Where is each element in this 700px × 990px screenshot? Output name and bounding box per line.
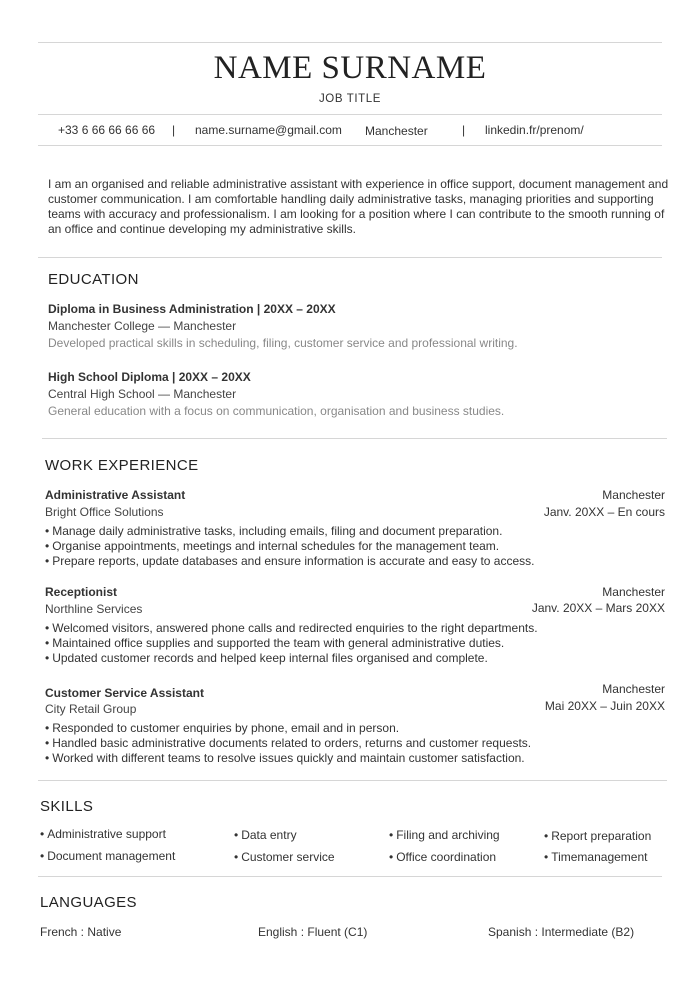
contact-phone: +33 6 66 66 66 66 xyxy=(58,123,156,137)
list-item: • Maintained office supplies and supported the team with general administrative duties. xyxy=(45,636,538,651)
education-degree: High School Diploma | 20XX – 20XX xyxy=(48,370,251,384)
skill-item: • Administrative support xyxy=(40,827,166,841)
education-rule xyxy=(42,438,667,439)
skill-item: • Document management xyxy=(40,849,175,863)
experience-location: Manchester xyxy=(602,488,665,502)
experience-role: Administrative Assistant xyxy=(45,488,186,502)
experience-role: Customer Service Assistant xyxy=(45,686,204,700)
list-item: • Worked with different teams to resolve issues quickly and maintain customer satisfaction. xyxy=(45,751,531,766)
header-rule-lower xyxy=(38,145,662,146)
skill-item: • Filing and archiving xyxy=(389,828,500,842)
full-name: NAME SURNAME xyxy=(213,50,487,86)
skill-item: • Report preparation xyxy=(544,829,651,843)
skills-heading: SKILLS xyxy=(40,798,94,815)
education-description: Developed practical skills in scheduling, filing, customer service and professional writing. xyxy=(48,336,518,350)
list-item: • Updated customer records and helped keep internal files organised and complete. xyxy=(45,651,538,666)
language-spanish: Spanish : Intermediate (B2) xyxy=(488,925,635,939)
experience-dates: Janv. 20XX – Mars 20XX xyxy=(531,601,665,615)
experience-location: Manchester xyxy=(602,682,665,696)
skill-item: • Customer service xyxy=(234,850,335,864)
experience-bullets xyxy=(45,721,531,766)
language-french: French : Native xyxy=(40,925,122,939)
education-description: General education with a focus on communication, organisation and business studies. xyxy=(48,404,505,418)
experience-heading: WORK EXPERIENCE xyxy=(45,457,199,474)
list-item: • Welcomed visitors, answered phone calls and redirected enquiries to the right departments. xyxy=(45,621,538,636)
experience-bullets xyxy=(45,621,538,666)
job-title: JOB TITLE xyxy=(318,93,382,105)
experience-company: City Retail Group xyxy=(45,702,137,716)
list-item: • Responded to customer enquiries by phone, email and in person. xyxy=(45,721,531,736)
header-rule-upper xyxy=(38,114,662,115)
education-school: Central High School — Manchester xyxy=(48,387,237,401)
experience-bullets xyxy=(45,524,535,569)
experience-rule xyxy=(38,780,667,781)
contact-separator-1: | xyxy=(172,123,176,137)
languages-heading: LANGUAGES xyxy=(40,894,137,911)
contact-separator-2: | xyxy=(462,123,466,137)
list-item: • Organise appointments, meetings and internal schedules for the management team. xyxy=(45,539,535,554)
list-item: • Manage daily administrative tasks, including emails, filing and document preparation. xyxy=(45,524,535,539)
experience-company: Northline Services xyxy=(45,602,143,616)
contact-city: Manchester xyxy=(365,124,428,138)
experience-dates: Janv. 20XX – En cours xyxy=(543,505,665,519)
experience-role: Receptionist xyxy=(45,585,118,599)
skill-item: • Data entry xyxy=(234,828,297,842)
skill-item: • Office coordination xyxy=(389,850,496,864)
education-heading: EDUCATION xyxy=(48,271,139,288)
contact-email[interactable]: name.surname@gmail.com xyxy=(195,123,342,137)
experience-company: Bright Office Solutions xyxy=(45,505,164,519)
skill-item: • Timemanagement xyxy=(544,850,647,864)
education-school: Manchester College — Manchester xyxy=(48,319,237,333)
list-item: • Handled basic administrative documents related to orders, returns and customer requests. xyxy=(45,736,531,751)
experience-dates: Mai 20XX – Juin 20XX xyxy=(544,699,665,713)
summary-rule xyxy=(38,257,662,258)
top-rule xyxy=(38,42,662,43)
list-item: • Prepare reports, update databases and ensure information is accurate and easy to access. xyxy=(45,554,535,569)
contact-linkedin[interactable]: linkedin.fr/prenom/ xyxy=(485,123,584,137)
language-english: English : Fluent (C1) xyxy=(258,925,368,939)
skills-rule xyxy=(38,876,662,877)
education-degree: Diploma in Business Administration | 20XX – 20XX xyxy=(48,302,336,316)
experience-location: Manchester xyxy=(602,585,665,599)
profile-summary: I am an organised and reliable administrative assistant with experience in office support, document management and customer communication. I am comfortable handling daily administrative tasks, managing priorities and supporting teams with accuracy and professionalism. I am looking for a position where I can contribute to the smooth running of an office and continue developing my administrative skills. xyxy=(48,177,669,236)
